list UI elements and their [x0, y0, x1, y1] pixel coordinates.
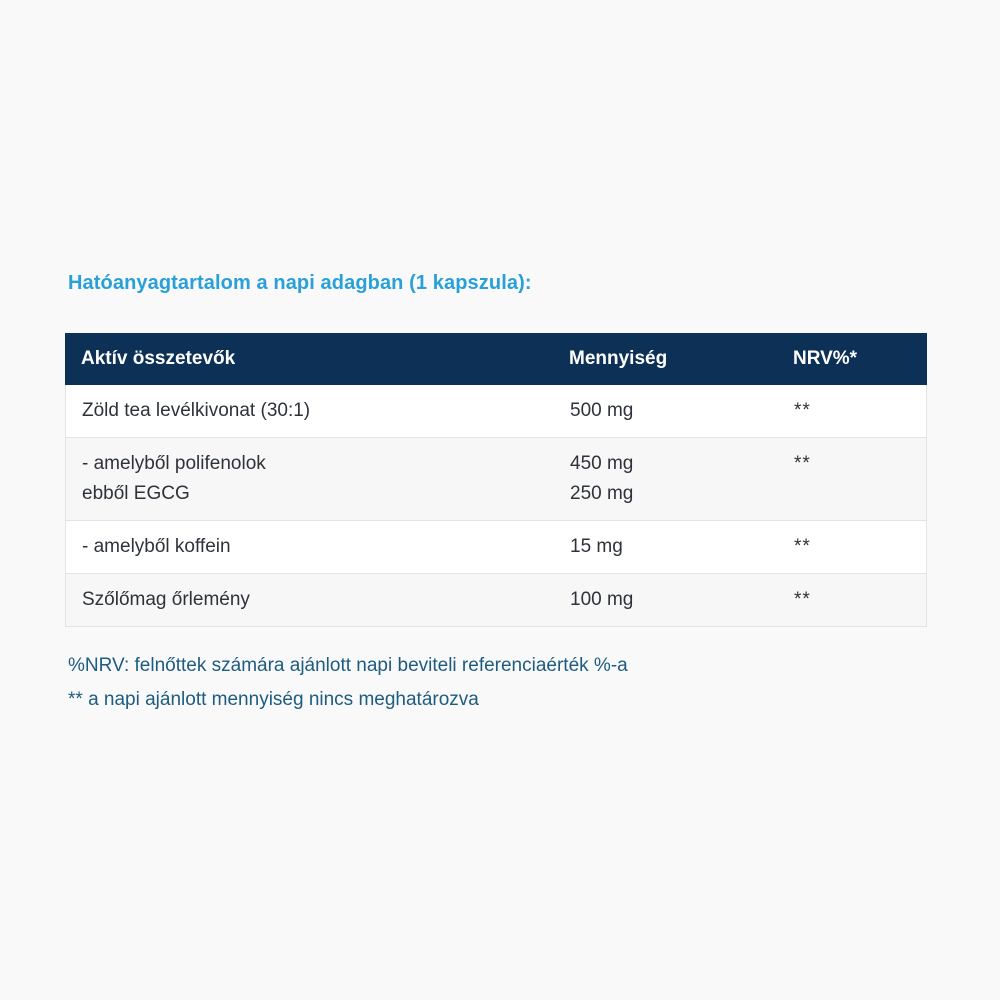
ingredient-name-cell — [66, 585, 554, 615]
nrv-definition-note: %NRV: felnőttek számára ajánlott napi beviteli referenciaérték %-a — [68, 655, 628, 676]
column-header-active-ingredients: Aktív összetevők — [81, 348, 236, 369]
table-row — [66, 521, 926, 574]
ingredients-table — [65, 333, 927, 627]
ingredient-amount-cell-line: 15 mg — [570, 536, 623, 557]
ingredient-name-cell-line: ebből EGCG — [82, 483, 190, 504]
ingredient-amount-cell — [554, 585, 778, 615]
ingredient-nrv-cell-line: ** — [794, 589, 811, 610]
ingredient-amount-cell-line: 500 mg — [570, 400, 634, 421]
ingredient-nrv-cell-line: ** — [794, 400, 811, 421]
footnotes — [68, 654, 927, 712]
ingredient-name-cell-line: - amelyből koffein — [82, 536, 231, 557]
ingredient-nrv-cell — [778, 532, 928, 562]
ingredient-name-cell — [66, 396, 554, 426]
table-body — [65, 385, 927, 627]
table-header-row — [65, 333, 927, 385]
ingredients-section — [65, 272, 927, 722]
double-asterisk-note: ** a napi ajánlott mennyiség nincs meghatározva — [68, 689, 479, 710]
ingredient-name-cell-line: Szőlőmag őrlemény — [82, 589, 250, 610]
ingredient-nrv-cell — [778, 396, 928, 426]
ingredient-amount-cell — [554, 532, 778, 562]
ingredient-amount-cell-line: 250 mg — [570, 483, 634, 504]
ingredient-amount-cell-line: 450 mg — [570, 453, 634, 474]
column-header-quantity: Mennyiség — [569, 348, 668, 369]
table-row — [66, 438, 926, 521]
ingredient-amount-cell — [554, 396, 778, 426]
ingredient-name-cell — [66, 532, 554, 562]
section-title: Hatóanyagtartalom a napi adagban (1 kapszula): — [68, 272, 532, 294]
column-header-nrv: NRV%* — [793, 348, 858, 369]
ingredient-nrv-cell-line: ** — [794, 536, 811, 557]
table-row — [66, 385, 926, 438]
ingredient-name-cell-line: Zöld tea levélkivonat (30:1) — [82, 400, 311, 421]
table-row — [66, 574, 926, 627]
ingredient-nrv-cell — [778, 449, 928, 509]
ingredient-amount-cell — [554, 449, 778, 509]
ingredient-name-cell-line: - amelyből polifenolok — [82, 453, 266, 474]
ingredient-name-cell — [66, 449, 554, 509]
ingredient-amount-cell-line: 100 mg — [570, 589, 634, 610]
ingredient-nrv-cell — [778, 585, 928, 615]
ingredient-nrv-cell-line: ** — [794, 453, 811, 474]
